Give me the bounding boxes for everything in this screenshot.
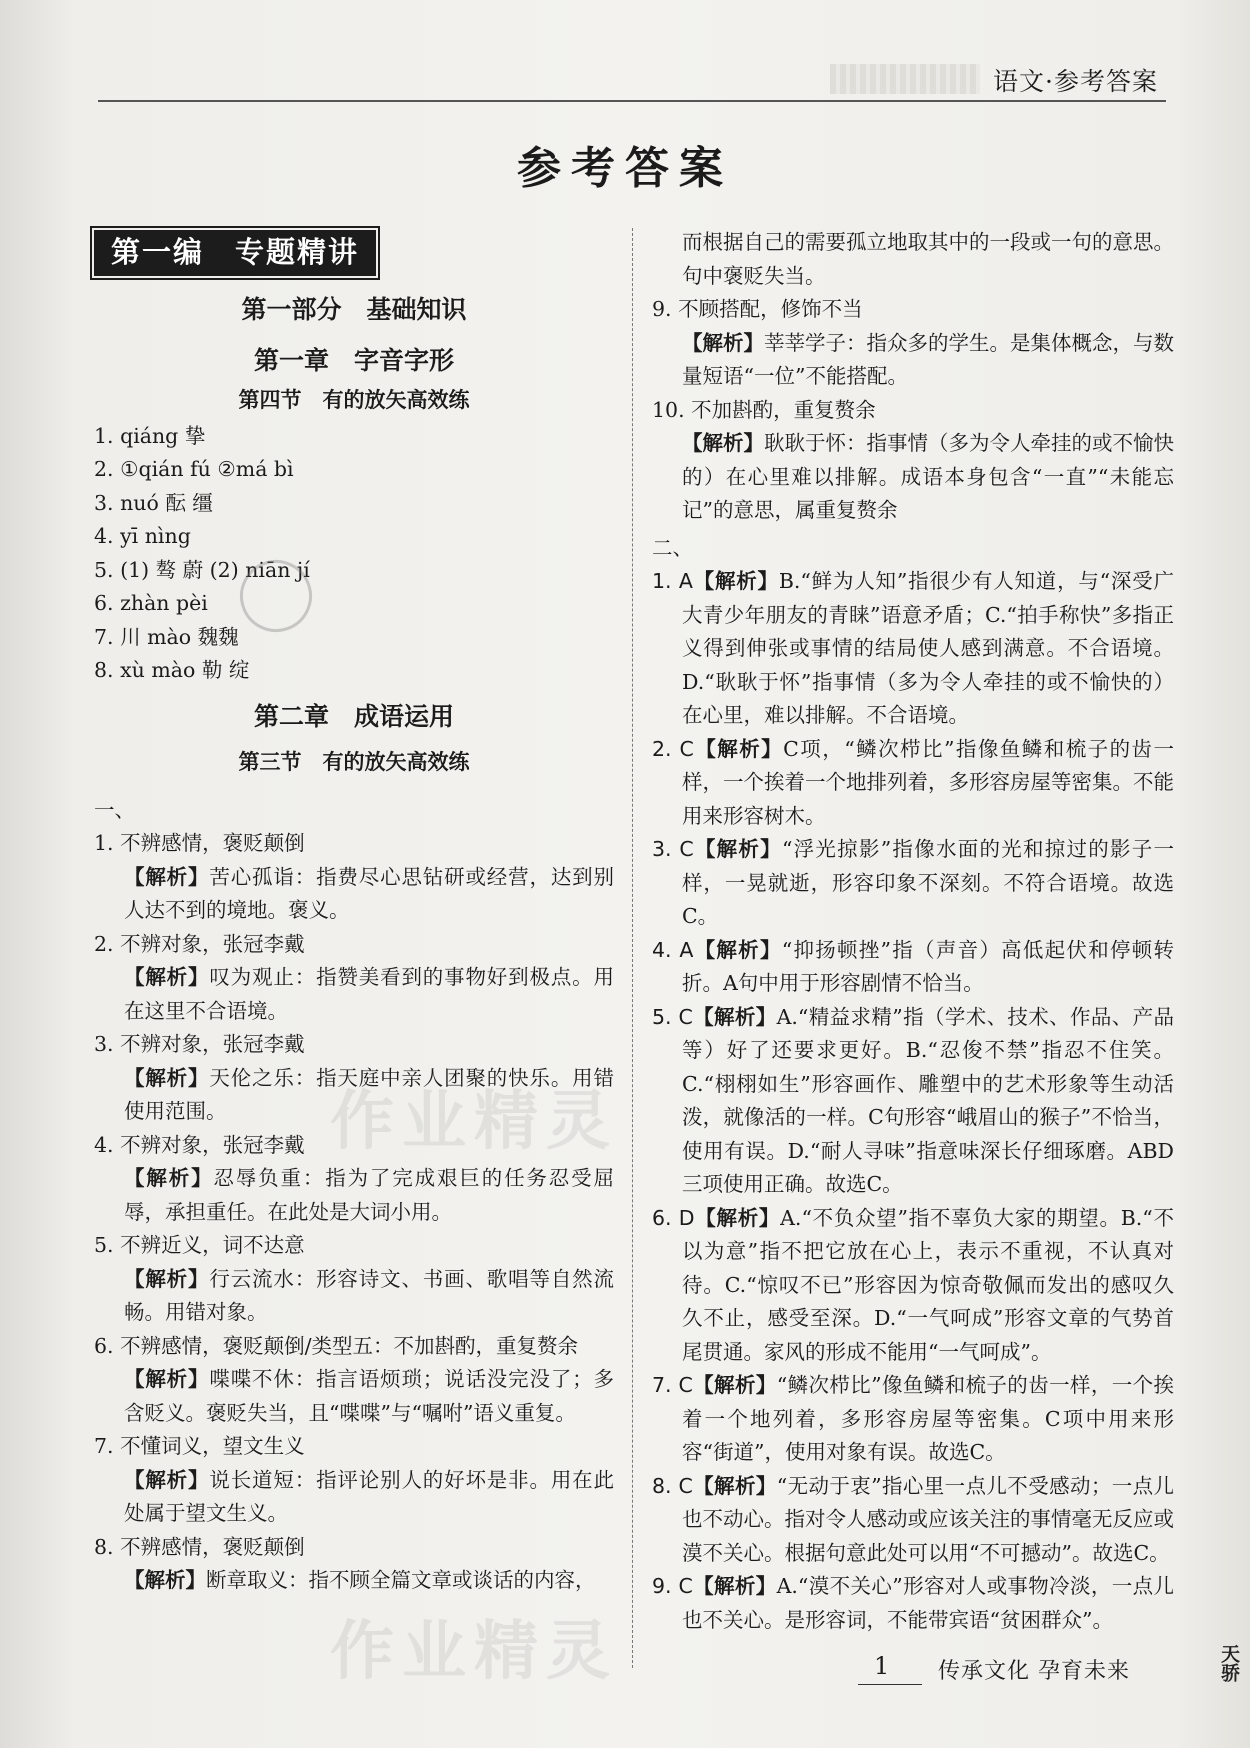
choice-answer [652,1470,1174,1571]
continued-text: 而根据自己的需要孤立地取其中的一段或一句的意思。句中褒贬失当。 [682,230,1174,288]
answer-body: A.“漠不关心”形容对人或事物冷淡，一点儿也不关心。是形容词，不能带宾语“贫困群众”。 [682,1574,1175,1632]
analysis-tag: 【解析】 [692,1373,777,1397]
watermark: 作业精灵 [330,1615,618,1689]
left-column [94,226,614,1598]
pinyin-answer: 1. qiáng 挚 [94,423,206,448]
page-number: 1 [874,1652,890,1680]
right-column [652,226,1174,1637]
pinyin-answer: 8. xù mào 勒 绽 [94,658,250,682]
answer-body: C项，“鳞次栉比”指像鱼鳞和梳子的齿一样，一个挨着一个地排列着，多形容房屋等密集。不能用来形容树木。 [682,736,1175,828]
answer-body: A.“精益求精”指（学术、技术、作品、产品等）好了还要求更好。B.“忍俊不禁”指忍不住笑。C.“栩栩如生”形容画作、雕塑中的艺术形象等生动活泼，就像活的一样。C句形容“峨眉山的猴子”不恰当，使用有误。D.“耐人寻味”指意味深长仔细琢磨。ABD三项使用正确。故选C。 [682,1004,1175,1196]
answer-entry [94,1531,614,1598]
answer-number: 9. C [652,1574,693,1598]
part-label: 二、 [652,535,693,560]
entry-body: 莘莘学子：指众多的学生。是集体概念，与数量短语“一位”不能搭配。 [682,330,1174,388]
choice-answer [652,1570,1174,1637]
analysis-tag: 【解析】 [693,736,784,761]
analysis-tag: 【解析】 [124,864,210,889]
publisher-logo [1215,1644,1243,1704]
logo-text: 天骄 [1218,1644,1240,1682]
edition-banner: 第一编 专题精讲 [94,230,376,276]
answer-entry [94,827,614,928]
answer-number: 7. C [652,1373,693,1397]
answer-entry [94,1330,614,1431]
choice-answer [652,565,1174,733]
answer-number: 1. A [652,569,693,593]
entry-body: 苦心孤诣：指费尽心思钻研或经营，达到别人达不到的境地。褒义。 [124,864,615,922]
answer-number: 3. C [652,837,694,861]
choice-answer [652,1202,1174,1370]
entry-body: 喋喋不休：指言语烦琐；说话没完没了；多含贬义。褒贬失当，且“喋喋”与“嘱咐”语义重复。 [124,1367,615,1425]
entry-head: 1. 不辨感情，褒贬颠倒 [94,831,305,855]
answer-entry [94,1129,614,1230]
analysis-tag: 【解析】 [124,1568,206,1592]
header-rule [98,100,1166,102]
pinyin-answer: 6. zhàn pèi [94,591,208,615]
column-divider [632,228,633,1668]
analysis-tag: 【解析】 [692,1574,777,1598]
analysis-tag: 【解析】 [692,1004,777,1029]
entry-head: 3. 不辨对象，张冠李戴 [94,1032,305,1056]
analysis-tag: 【解析】 [124,1266,210,1291]
answer-entry [94,1229,614,1330]
pinyin-answer: 5. (1) 骜 蔚 (2) niān jí [94,557,310,582]
choice-answer [652,1369,1174,1470]
answer-body: “浮光掠影”指像水面的光和掠过的影子一样，一晃就逝，形容印象不深刻。不符合语境。故选C。 [682,837,1175,928]
analysis-tag: 【解析】 [692,1473,777,1498]
entry-body: 耿耿于怀：指事情（多为令人牵挂的或不愉快的）在心里难以排解。成语本身包含“一直”“未能忘记”的意思，属重复赘余 [682,431,1174,522]
choice-answer [652,833,1174,934]
entry-body: 说长道短：指评论别人的好坏是非。用在此处属于望文生义。 [124,1467,615,1525]
entry-body: 忍辱负重：指为了完成艰巨的任务忍受屈辱，承担重任。在此处是大词小用。 [124,1166,615,1224]
entry-head: 8. 不辨感情，褒贬颠倒 [94,1534,305,1559]
analysis-tag: 【解析】 [682,330,764,355]
analysis-tag: 【解析】 [124,1367,210,1391]
analysis-tag: 【解析】 [124,1065,210,1090]
answer-body: “无动于衷”指心里一点儿不受感动；一点儿也不动心。指对令人感动或应该关注的事情毫无反应或漠不关心。根据句意此处可以用“不可撼动”。故选C。 [682,1473,1175,1565]
choice-answer [652,733,1174,834]
analysis-tag: 【解析】 [124,1166,214,1190]
answer-number: 4. A [652,937,694,962]
answer-body: A.“不负众望”指不辜负大家的期望。B.“不以为意”指不把它放在心上，表示不重视，不认真对待。C.“惊叹不已”形容因为惊奇敬佩而发出的感叹久久不止，感受至深。D.“一气呵成”形容文章的气势首尾贯通。家风的形成不能用“一气呵成”。 [682,1205,1175,1364]
answer-number: 8. C [652,1473,693,1498]
entry-head: 10. 不加斟酌，重复赘余 [652,397,876,422]
pinyin-answer: 2. ①qián fú ②má bì [94,457,294,481]
entry-body: 行云流水：形容诗文、书画、歌唱等自然流畅。用错对象。 [124,1266,615,1324]
entry-head: 6. 不辨感情，褒贬颠倒/类型五：不加斟酌，重复赘余 [94,1333,578,1358]
analysis-tag: 【解析】 [682,431,764,455]
answer-entry [94,1430,614,1531]
analysis-tag: 【解析】 [124,965,210,989]
answer-entry [94,1028,614,1129]
pinyin-answer: 7. 川 mào 魏魏 [94,624,239,649]
analysis-tag: 【解析】 [694,1205,781,1230]
entry-body: 天伦之乐：指天庭中亲人团聚的快乐。用错使用范围。 [124,1065,615,1123]
entry-head: 9. 不顾搭配，修饰不当 [652,297,863,321]
chapter-heading-1: 第一章 字音字形 [253,345,454,375]
watermark: 作业精灵 [330,1085,618,1159]
entry-head: 5. 不辨近义，词不达意 [94,1233,305,1257]
analysis-tag: 【解析】 [124,1467,210,1492]
answer-number: 2. C [652,736,694,761]
section-heading-2: 第三节 有的放矢高效练 [238,749,470,774]
page-number-underline [858,1684,922,1685]
entry-body: 叹为观止：指赞美看到的事物好到极点。用在这里不合语境。 [124,965,615,1023]
analysis-tag: 【解析】 [692,569,779,593]
page-title: 参考答案 [517,143,733,194]
analysis-tag: 【解析】 [693,837,782,861]
answer-entry [652,394,1174,528]
entry-head: 7. 不懂词义，望文生义 [94,1434,305,1458]
answer-entry [94,928,614,1029]
choice-answer [652,1001,1174,1202]
footer-slogan: 传承文化 孕育未来 [938,1659,1130,1684]
answer-number: 6. D [652,1205,695,1230]
running-header: 语文·参考答案 [993,67,1158,96]
answer-body: B.“鲜为人知”指很少有人知道，与“深受广大青少年朋友的青睐”语意矛盾；C.“拍手称快”多指正义得到伸张或事情的结局使人感到满意。不合语境。D.“耿耿于怀”指事情（多为令人牵挂的或不愉快的）在心里，难以排解。不合语境。 [682,569,1174,727]
analysis-tag: 【解析】 [693,937,782,962]
part-label: 一、 [94,797,135,822]
answer-entry [652,293,1174,394]
chapter-heading-2: 第二章 成语运用 [253,701,454,731]
entry-head: 2. 不辨对象，张冠李戴 [94,931,305,956]
pinyin-answer: 3. nuó 酝 缰 [94,490,213,515]
entry-head: 4. 不辨对象，张冠李戴 [94,1132,305,1157]
answer-body: “抑扬顿挫”指（声音）高低起伏和停顿转折。A句中用于形容剧情不恰当。 [682,937,1174,995]
choice-answer [652,934,1174,1001]
section-heading-1: 第四节 有的放矢高效练 [238,387,470,412]
answer-body: “鳞次栉比”像鱼鳞和梳子的齿一样，一个挨着一个地列着，多形容房屋等密集。C项中用来形容“街道”，使用对象有误。故选C。 [682,1373,1175,1464]
answer-number: 5. C [652,1004,693,1029]
part-heading: 第一部分 基础知识 [241,294,467,324]
pinyin-answer: 4. yī nìng [94,524,191,548]
header-decoration [830,64,980,94]
entry-body: 断章取义：指不顾全篇文章或谈话的内容， [206,1568,596,1592]
